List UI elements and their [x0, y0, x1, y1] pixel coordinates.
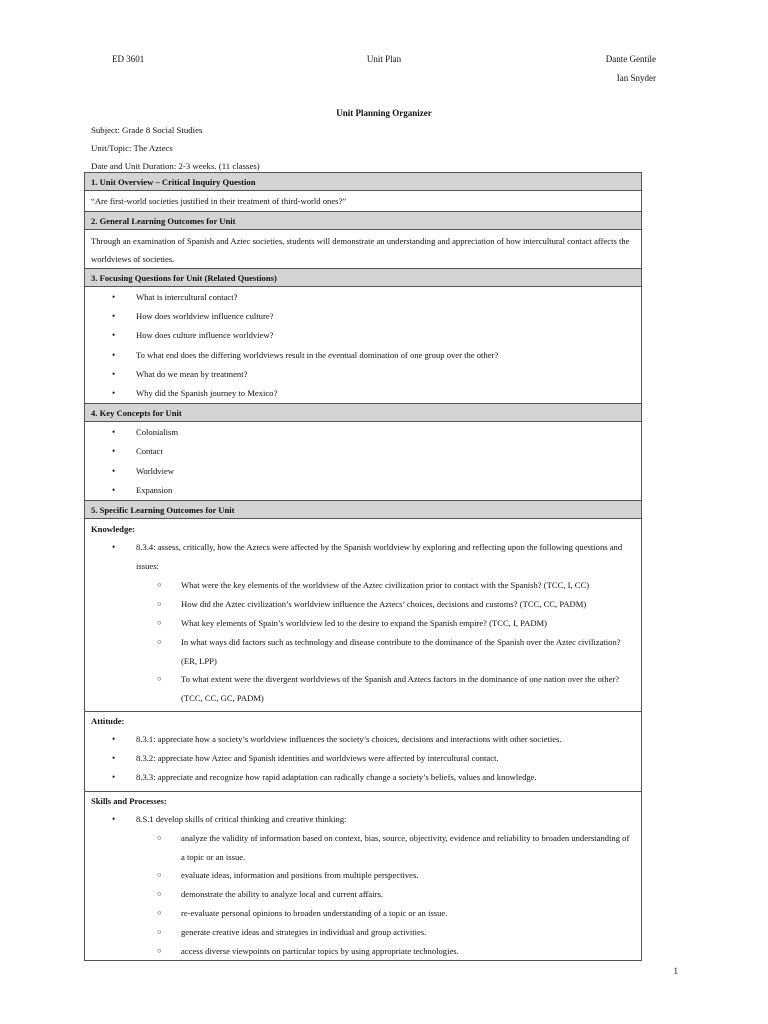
- knowledge-question: ○ In what ways did factors such as technology and disease contribute to the dominance of the Spanish over the Aztec civilization? (ER, LPP): [91, 633, 635, 671]
- section-3-heading: 3. Focusing Questions for Unit (Related Questions): [85, 269, 641, 287]
- skill-item: ○ re-evaluate personal opinions to broaden understanding of a topic or an issue.: [91, 904, 635, 923]
- skills-block: [85, 791, 641, 961]
- knowledge-label: Knowledge:: [91, 524, 135, 535]
- skill-item: ○ access diverse viewpoints on particular topics by using appropriate technologies.: [91, 942, 635, 961]
- section-5-body: [85, 519, 641, 960]
- section-3-body: [85, 287, 641, 404]
- duration-line: Date and Unit Duration: 2-3 weeks. (11 classes): [91, 161, 260, 171]
- section-1-body: [85, 191, 641, 212]
- focus-question: • Why did the Spanish journey to Mexico?: [91, 384, 635, 403]
- focus-question: • What is intercultural contact?: [91, 288, 635, 307]
- skills-label: Skills and Processes:: [91, 795, 167, 806]
- key-concept: • Contact: [91, 442, 635, 461]
- attitude-outcome: • 8.3.1: appreciate how a society’s worldview influences the society’s choices, decisions and interactions with other societies.: [91, 730, 635, 749]
- section-2-body: [85, 230, 641, 269]
- focus-question: • How does worldview influence culture?: [91, 307, 635, 326]
- attitude-label: Attitude:: [91, 716, 125, 727]
- section-1-heading: 1. Unit Overview – Critical Inquiry Question: [85, 173, 641, 191]
- attitude-outcome: • 8.3.3: appreciate and recognize how rapid adaptation can radically change a society’s beliefs, values and knowledge.: [91, 768, 635, 787]
- focus-question: • How does culture influence worldview?: [91, 326, 635, 345]
- header-course: ED 3601: [112, 54, 145, 64]
- key-concept: • Expansion: [91, 481, 635, 500]
- focus-question: • What do we mean by treatment?: [91, 365, 635, 384]
- general-outcome-text: Through an examination of Spanish and Aztec societies, students will demonstrate an understanding and appreciation of how intercultural contact affects the worldviews of societies.: [91, 236, 630, 264]
- skill-item: ○ analyze the validity of information based on context, bias, source, objectivity, evidence and reliability to broaden understanding of a topic or an issue.: [91, 829, 635, 867]
- attitude-block: [85, 711, 641, 788]
- header-author-2: Ian Snyder: [616, 73, 656, 83]
- unit-plan-table: [84, 172, 642, 961]
- page-title: Unit Planning Organizer: [336, 108, 432, 118]
- section-4-heading: 4. Key Concepts for Unit: [85, 404, 641, 422]
- skills-outcome: • 8.S.1 develop skills of critical thinking and creative thinking:: [91, 810, 635, 829]
- knowledge-question: ○ What key elements of Spain’s worldview led to the desire to expand the Spanish empire? (TCC, I, PADM): [91, 614, 635, 633]
- page-number: 1: [673, 966, 678, 976]
- section-5-heading: 5. Specific Learning Outcomes for Unit: [85, 501, 641, 519]
- critical-inquiry-question: “Are first-world societies justified in their treatment of third-world ones?”: [91, 196, 347, 206]
- skill-item: ○ generate creative ideas and strategies in individual and group activities.: [91, 923, 635, 942]
- topic-line: Unit/Topic: The Aztecs: [91, 143, 173, 153]
- header-doc-type: Unit Plan: [366, 54, 402, 64]
- attitude-outcome: • 8.3.2: appreciate how Aztec and Spanish identities and worldviews were affected by intercultural contact.: [91, 749, 635, 768]
- knowledge-question: ○ How did the Aztec civilization’s worldview influence the Aztecs’ choices, decisions and customs? (TCC, CC, PADM): [91, 595, 635, 614]
- subject-line: Subject: Grade 8 Social Studies: [91, 125, 203, 135]
- knowledge-outcome: • 8.3.4: assess, critically, how the Aztecs were affected by the Spanish worldview by exploring and reflecting upon the following questions and issues:: [91, 538, 635, 576]
- key-concept: • Colonialism: [91, 423, 635, 442]
- knowledge-question: ○ To what extent were the divergent worldviews of the Spanish and Aztecs factors in the dominance of one nation over the other? (TCC, CC, GC, PADM): [91, 670, 635, 708]
- header-author-1: Dante Gentile: [605, 54, 656, 64]
- knowledge-question: ○ What were the key elements of the worldview of the Aztec civilization prior to contact with the Spanish? (TCC, I, CC): [91, 576, 635, 595]
- focus-question: • To what end does the differing worldviews result in the eventual domination of one group over the other?: [91, 346, 635, 365]
- section-2-heading: 2. General Learning Outcomes for Unit: [85, 212, 641, 230]
- skill-item: ○ evaluate ideas, information and positions from multiple perspectives.: [91, 866, 635, 885]
- key-concept: • Worldview: [91, 462, 635, 481]
- section-4-body: [85, 422, 641, 501]
- skill-item: ○ demonstrate the ability to analyze local and current affairs.: [91, 885, 635, 904]
